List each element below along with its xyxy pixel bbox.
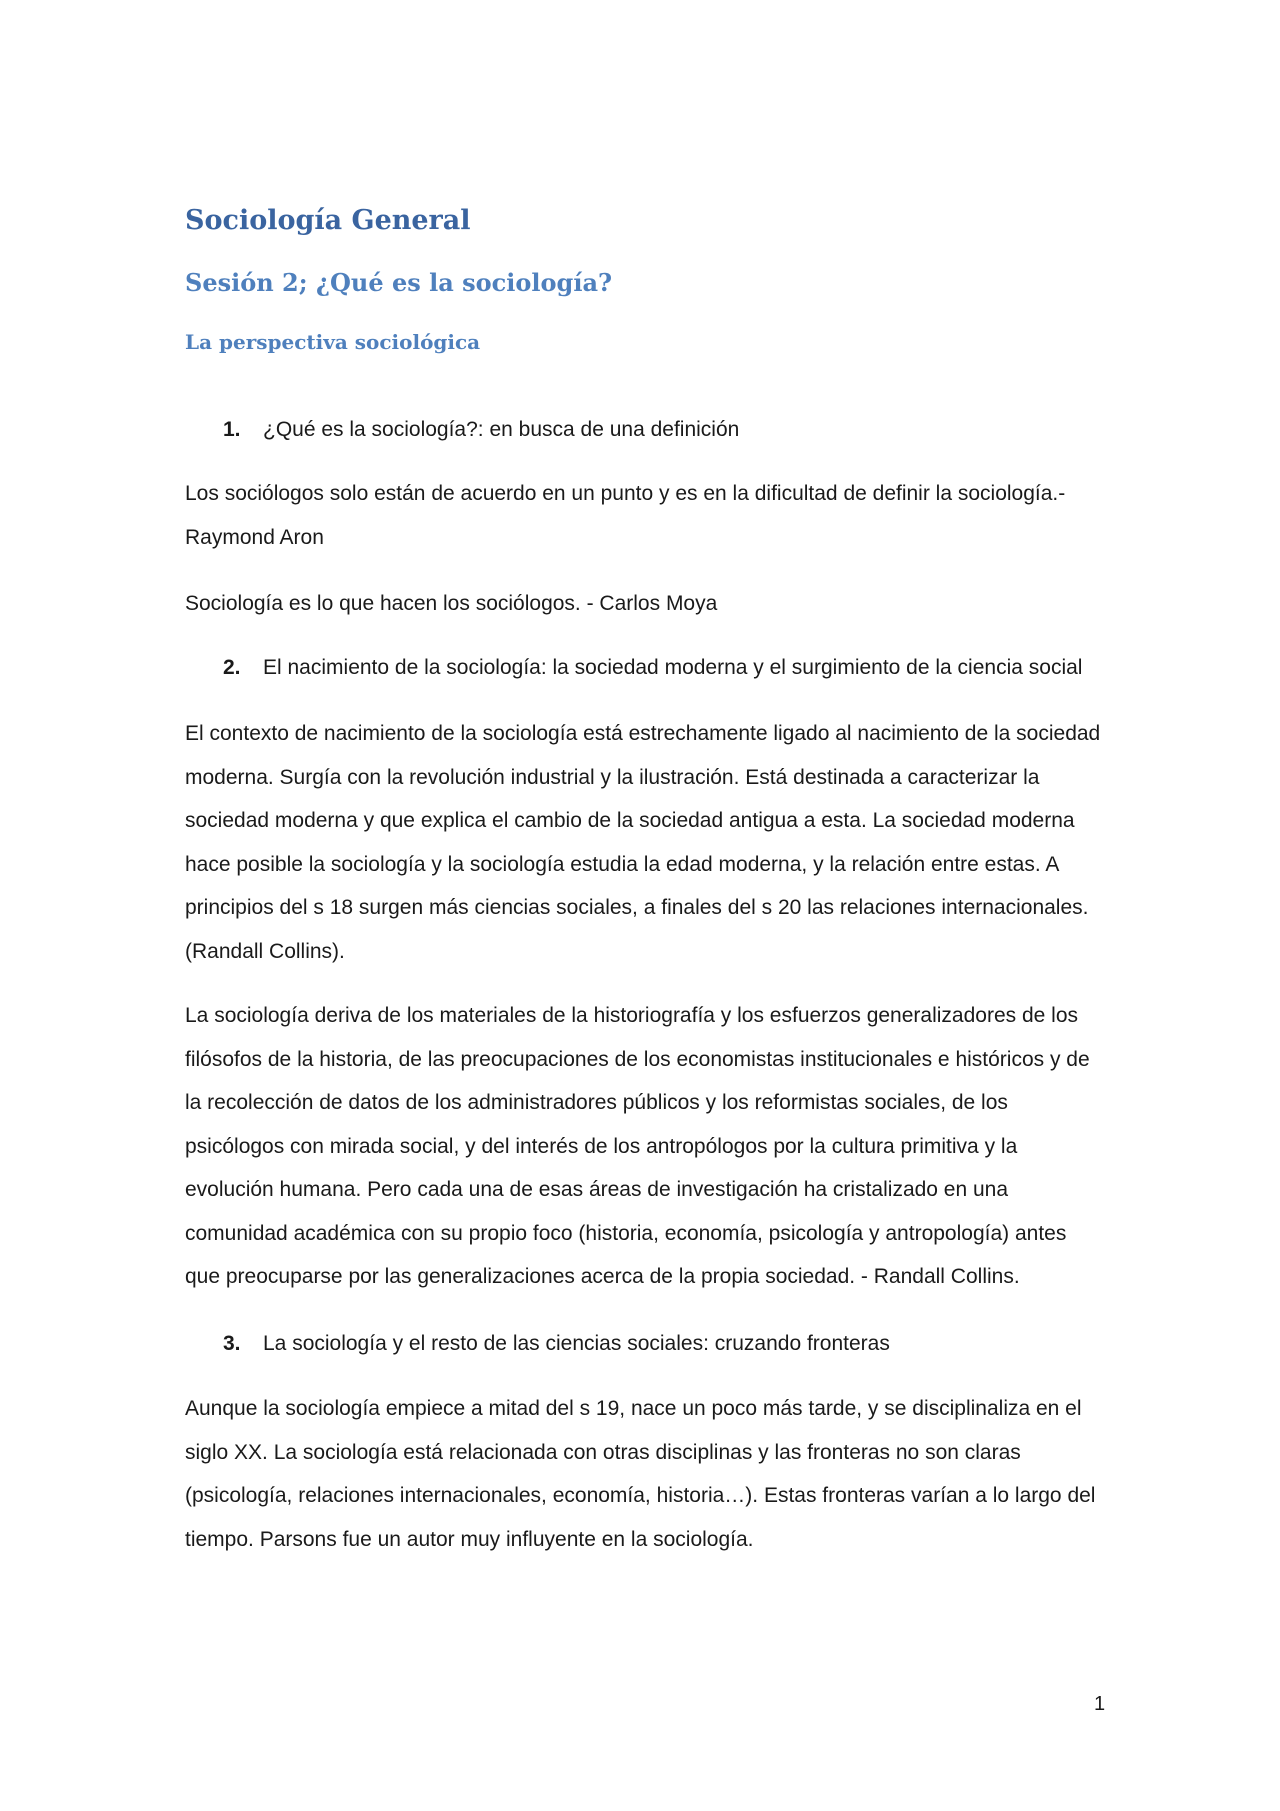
paragraph-birth-context: El contexto de nacimiento de la sociología está estrechamente ligado al nacimiento de la sociedad moderna. Surgía con la revolución industrial y la ilustración. Está destinada a caracterizar la sociedad moderna y que explica el cambio de la sociedad antigua a esta. La sociedad moderna hace posible la sociología y la sociología estudia la edad moderna, y la relación entre estas. A principios del s 18 surgen más ciencias sociales, a finales del s 20 las relaciones internacionales. (Randall Collins). [185,722,1101,963]
list-item-2 [223,653,1082,683]
paragraph-collins-quote: La sociología deriva de los materiales de la historiografía y los esfuerzos generalizadores de los filósofos de la historia, de las preocupaciones de los economistas institucionales e históricos y de la recolección de datos de los administradores públicos y los reformistas sociales, de los psicólogos con mirada social, y del interés de los antropólogos por la cultura primitiva y la evolución humana. Pero cada una de esas áreas de investigación ha cristalizado en una comunidad académica con su propio foco (historia, economía, psicología y antropología) antes que preocuparse por las generalizaciones acerca de la propia sociedad. - Randall Collins. [185,1004,1090,1288]
session-heading: Sesión 2; ¿Qué es la sociología? [185,268,613,297]
list-number: 3. [223,1332,241,1355]
paragraph-aron-quote: Los sociólogos solo están de acuerdo en un punto y es en la dificultad de definir la sociología.- Raymond Aron [185,482,1066,549]
paragraph-borders: Aunque la sociología empiece a mitad del s 19, nace un poco más tarde, y se disciplinaliza en el siglo XX. La sociología está relacionada con otras disciplinas y las fronteras no son claras (psicología, relaciones internacionales, economía, historia…). Estas fronteras varían a lo largo del tiempo. Parsons fue un autor muy influyente en la sociología. [185,1397,1096,1551]
page-number: 1 [1094,1693,1106,1715]
list-item-1 [223,415,739,445]
list-item-3 [223,1329,890,1359]
document-title: Sociología General [185,205,471,236]
list-number: 2. [223,656,241,679]
list-number: 1. [223,418,241,441]
list-text: ¿Qué es la sociología?: en busca de una definición [263,418,740,441]
paragraph-moya-quote: Sociología es lo que hacen los sociólogos. - Carlos Moya [185,592,718,615]
list-text: La sociología y el resto de las ciencias sociales: cruzando fronteras [263,1332,890,1355]
section-heading: La perspectiva sociológica [185,330,481,354]
list-text: El nacimiento de la sociología: la sociedad moderna y el surgimiento de la ciencia social [263,656,1083,679]
